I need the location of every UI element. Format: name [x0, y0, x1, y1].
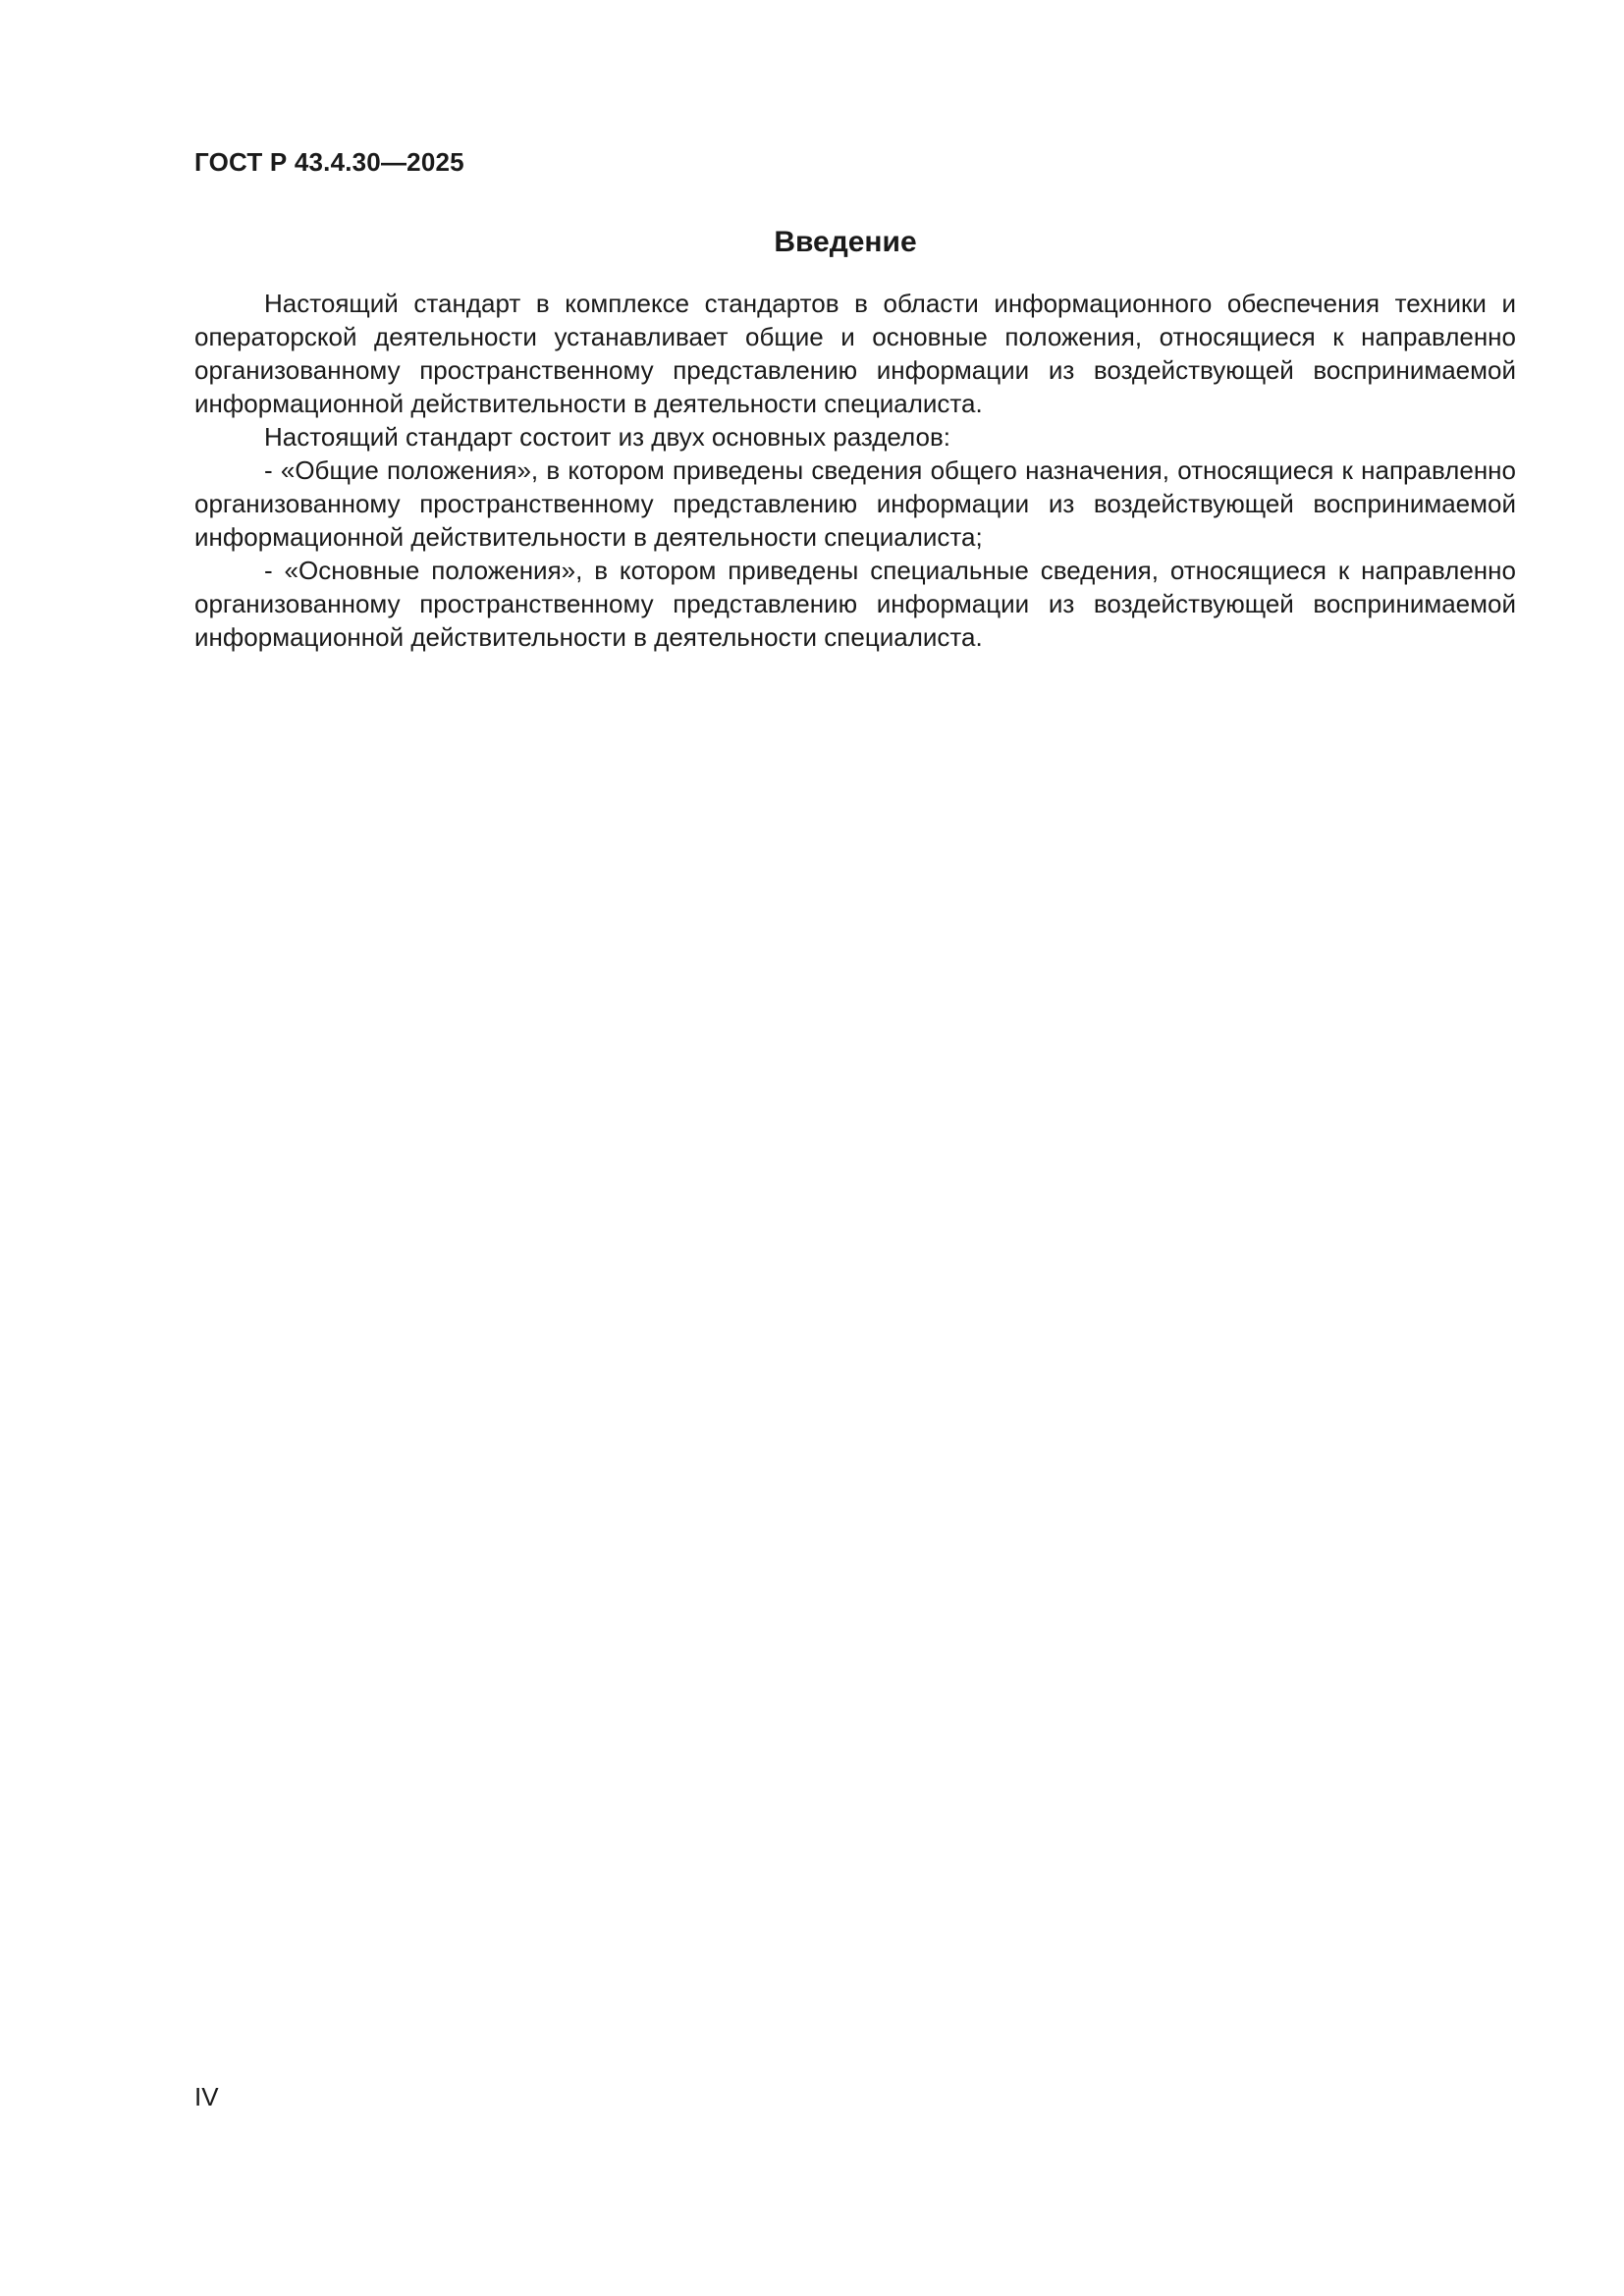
list-item: - «Общие положения», в котором приведены сведения общего назначения, относящиеся к направленно организованному пространственному представлению информации из воздействующей воспринимаемой информационной действительности в деятельности специалиста;	[194, 455, 1516, 552]
section-title: Введение	[774, 226, 917, 258]
page-number: IV	[194, 2082, 219, 2111]
document-header: ГОСТ Р 43.4.30—2025	[194, 147, 464, 177]
list-item: - «Основные положения», в котором приведены специальные сведения, относящиеся к направленно организованному пространственному представлению информации из воздействующей воспринимаемой информационной действительности в деятельности специалиста.	[194, 556, 1516, 652]
paragraph: Настоящий стандарт состоит из двух основных разделов:	[264, 422, 950, 452]
paragraph: Настоящий стандарт в комплексе стандартов в области информационного обеспечения техники и операторской деятельности устанавливает общие и основные положения, относящиеся к направленно организованному пространственному представлению информации из воздействующей воспринимаемой информационной действительности в деятельности специалиста.	[194, 289, 1516, 418]
section-body	[194, 287, 1516, 654]
